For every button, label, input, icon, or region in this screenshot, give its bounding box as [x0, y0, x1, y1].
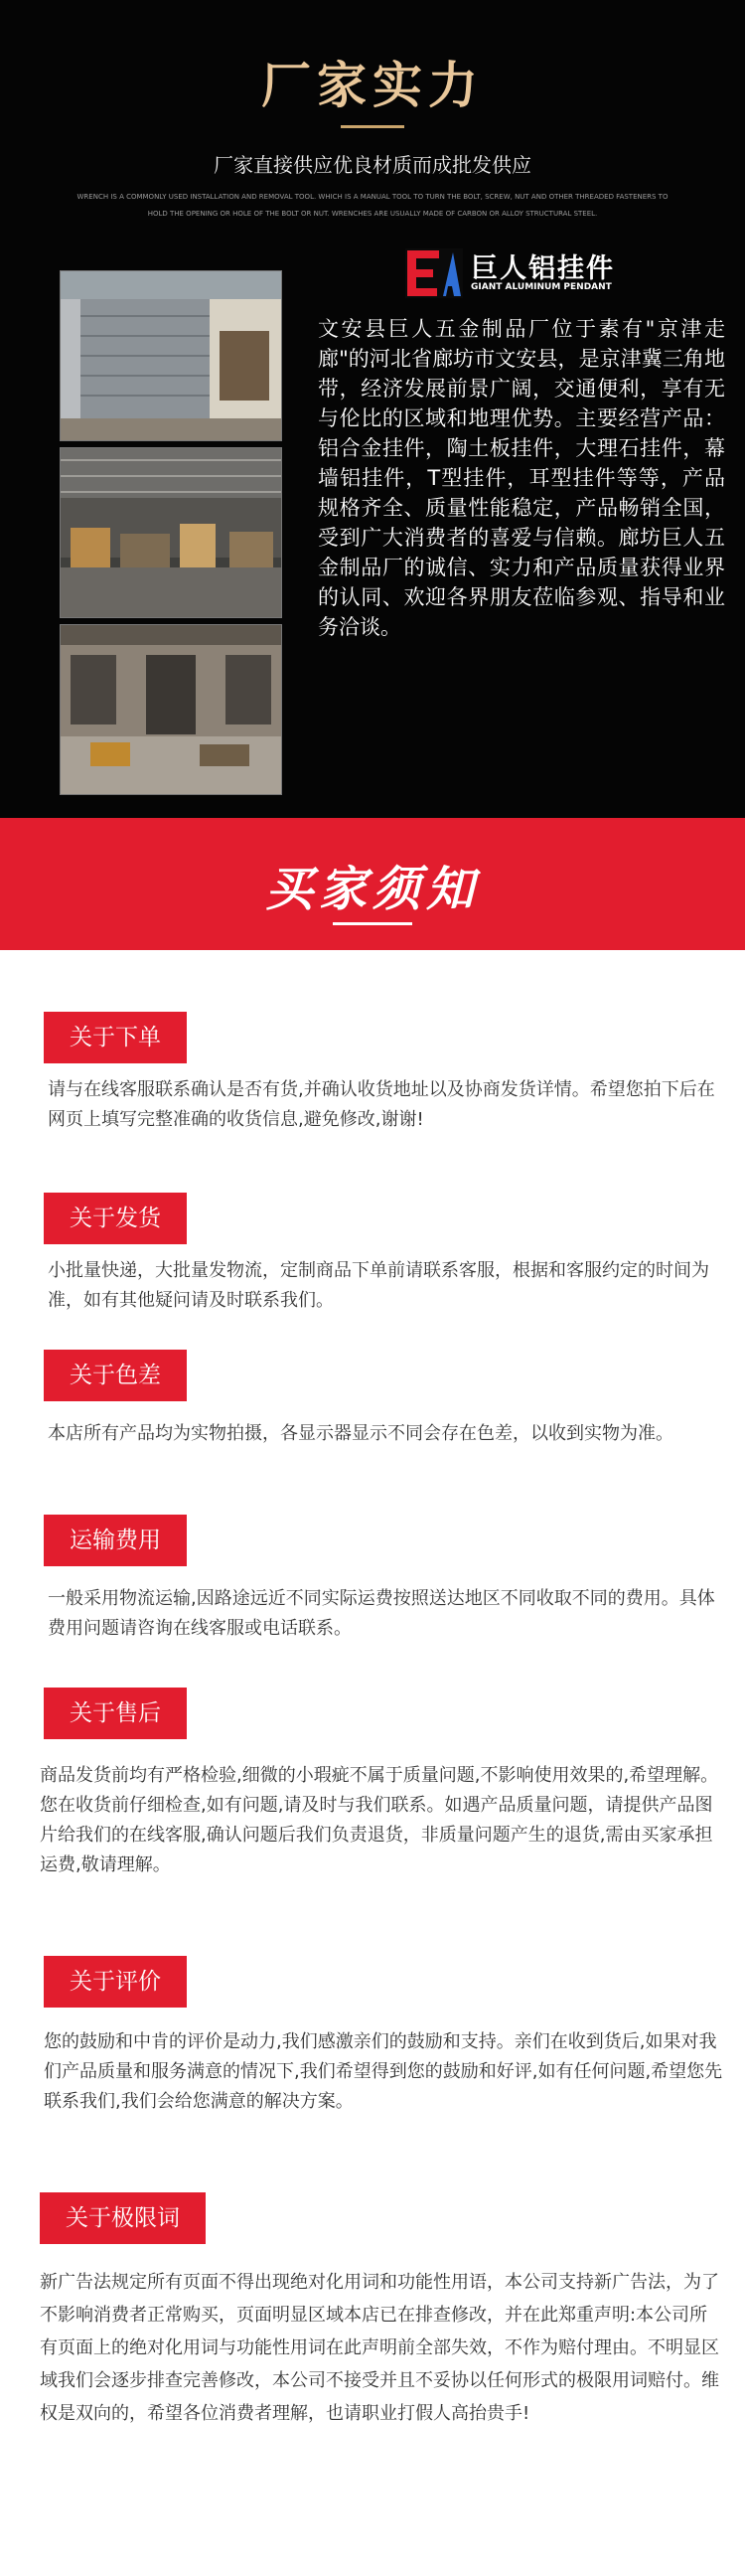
section-text-aftersales: 商品发货前均有严格检验,细微的小瑕疵不属于质量问题,不影响使用效果的,希望理解。您在收货前仔细检查,如有问题,请及时与我们联系。如遇产品质量问题，请提供产品图片给我们的在线客服,确认问题后我们负责退货，非质量问题产生的退货,需由买家承担运费,敬请理解。: [40, 1765, 719, 1875]
section-text-review: 您的鼓励和中肯的评价是动力,我们感激亲们的鼓励和支持。亲们在收到货后,如果对我们产品质量和服务满意的情况下,我们希望得到您的鼓励和好评,如有任何问题,希望您先联系我们,我们会给您满意的解决方案。: [44, 2031, 723, 2112]
section-text-color: 本店所有产品均为实物拍摄，各显示器显示不同会存在色差，以收到实物为准。: [48, 1423, 673, 1444]
section-text-order: 请与在线客服联系确认是否有货,并确认收货地址以及协商发货详情。希望您拍下后在网页上填写完整准确的收货信息,避免修改,谢谢!: [48, 1079, 715, 1130]
section-label-review: 关于评价: [44, 1956, 187, 2008]
buyer-notice-title: 买家须知: [264, 862, 480, 917]
section-text-limit-words: 新广告法规定所有页面不得出现绝对化用词和功能性用语，本公司支持新广告法，为了不影响消费者正常购买，页面明显区域本店已在排查修改，并在此郑重声明:本公司所有页面上的绝对化用词与功能性用词在此声明前全部失效，不作为赔付理由。不明显区域我们会逐步排查完善修改，本公司不接受并且不妥协以任何形式的极限用词赔付。维权是双向的，希望各位消费者理解，也请职业打假人高抬贵手!: [40, 2272, 719, 2424]
brand-logo: [405, 248, 664, 298]
company-intro: 文安县巨人五金制品厂位于素有"京津走廊"的河北省廊坊市文安县，是京津冀三角地带，经济发展前景广阔，交通便利，享有无与伦比的区域和地理优势。主要经营产品：铝合金挂件，陶土板挂件，大理石挂件，幕墙铝挂件，T型挂件，耳型挂件等等，产品规格齐全、质量性能稳定，产品畅销全国，受到广大消费者的喜爱与信赖。廊坊巨人五金制品厂的诚信、实力和产品质量获得业界的认同、欢迎各界朋友莅临参观、指导和业务洽谈。: [318, 317, 725, 639]
factory-photo-exterior: [60, 270, 282, 441]
section-label-order: 关于下单: [44, 1012, 187, 1063]
factory-photos: [60, 270, 282, 801]
section-label-aftersales: 关于售后: [44, 1688, 187, 1739]
factory-subtitle: 厂家直接供应优良材质而成批发供应: [214, 153, 531, 177]
section-label-limit-words: 关于极限词: [40, 2192, 206, 2244]
logo-chinese-name: 巨人铝挂件: [471, 253, 615, 284]
factory-strength-section: [0, 0, 745, 818]
logo-english-name: GIANT ALUMINUM PENDANT: [471, 282, 612, 292]
factory-photo-building: [60, 624, 282, 795]
section-label-color: 关于色差: [44, 1350, 187, 1401]
title-divider: [341, 125, 404, 128]
factory-photo-workshop: [60, 447, 282, 618]
logo-mark-icon: [405, 248, 463, 298]
factory-strength-title: 厂家实力: [261, 57, 484, 114]
section-label-shipping: 关于发货: [44, 1193, 187, 1244]
english-note: WRENCH IS A COMMONLY USED INSTALLATION AND REMOVAL TOOL. WHICH IS A MANUAL TOOL TO TURN THE BOLT, SCREW, NUT AND OTHER THREADED FASTENERS TO HOLD THE OPENING OR HOLE OF THE BOLT OR NUT. WRENCHES ARE USUALLY MADE OF CARBON OR ALLOY STRUCTURAL STEEL.: [76, 193, 669, 218]
section-text-shipping: 小批量快递，大批量发物流，定制商品下单前请联系客服，根据和客服约定的时间为准，如有其他疑问请及时联系我们。: [48, 1260, 709, 1311]
section-text-freight: 一般采用物流运输,因路途远近不同实际运费按照送达地区不同收取不同的费用。具体费用问题请咨询在线客服或电话联系。: [48, 1588, 715, 1639]
section-label-freight: 运输费用: [44, 1515, 187, 1566]
notice-divider: [333, 922, 412, 925]
